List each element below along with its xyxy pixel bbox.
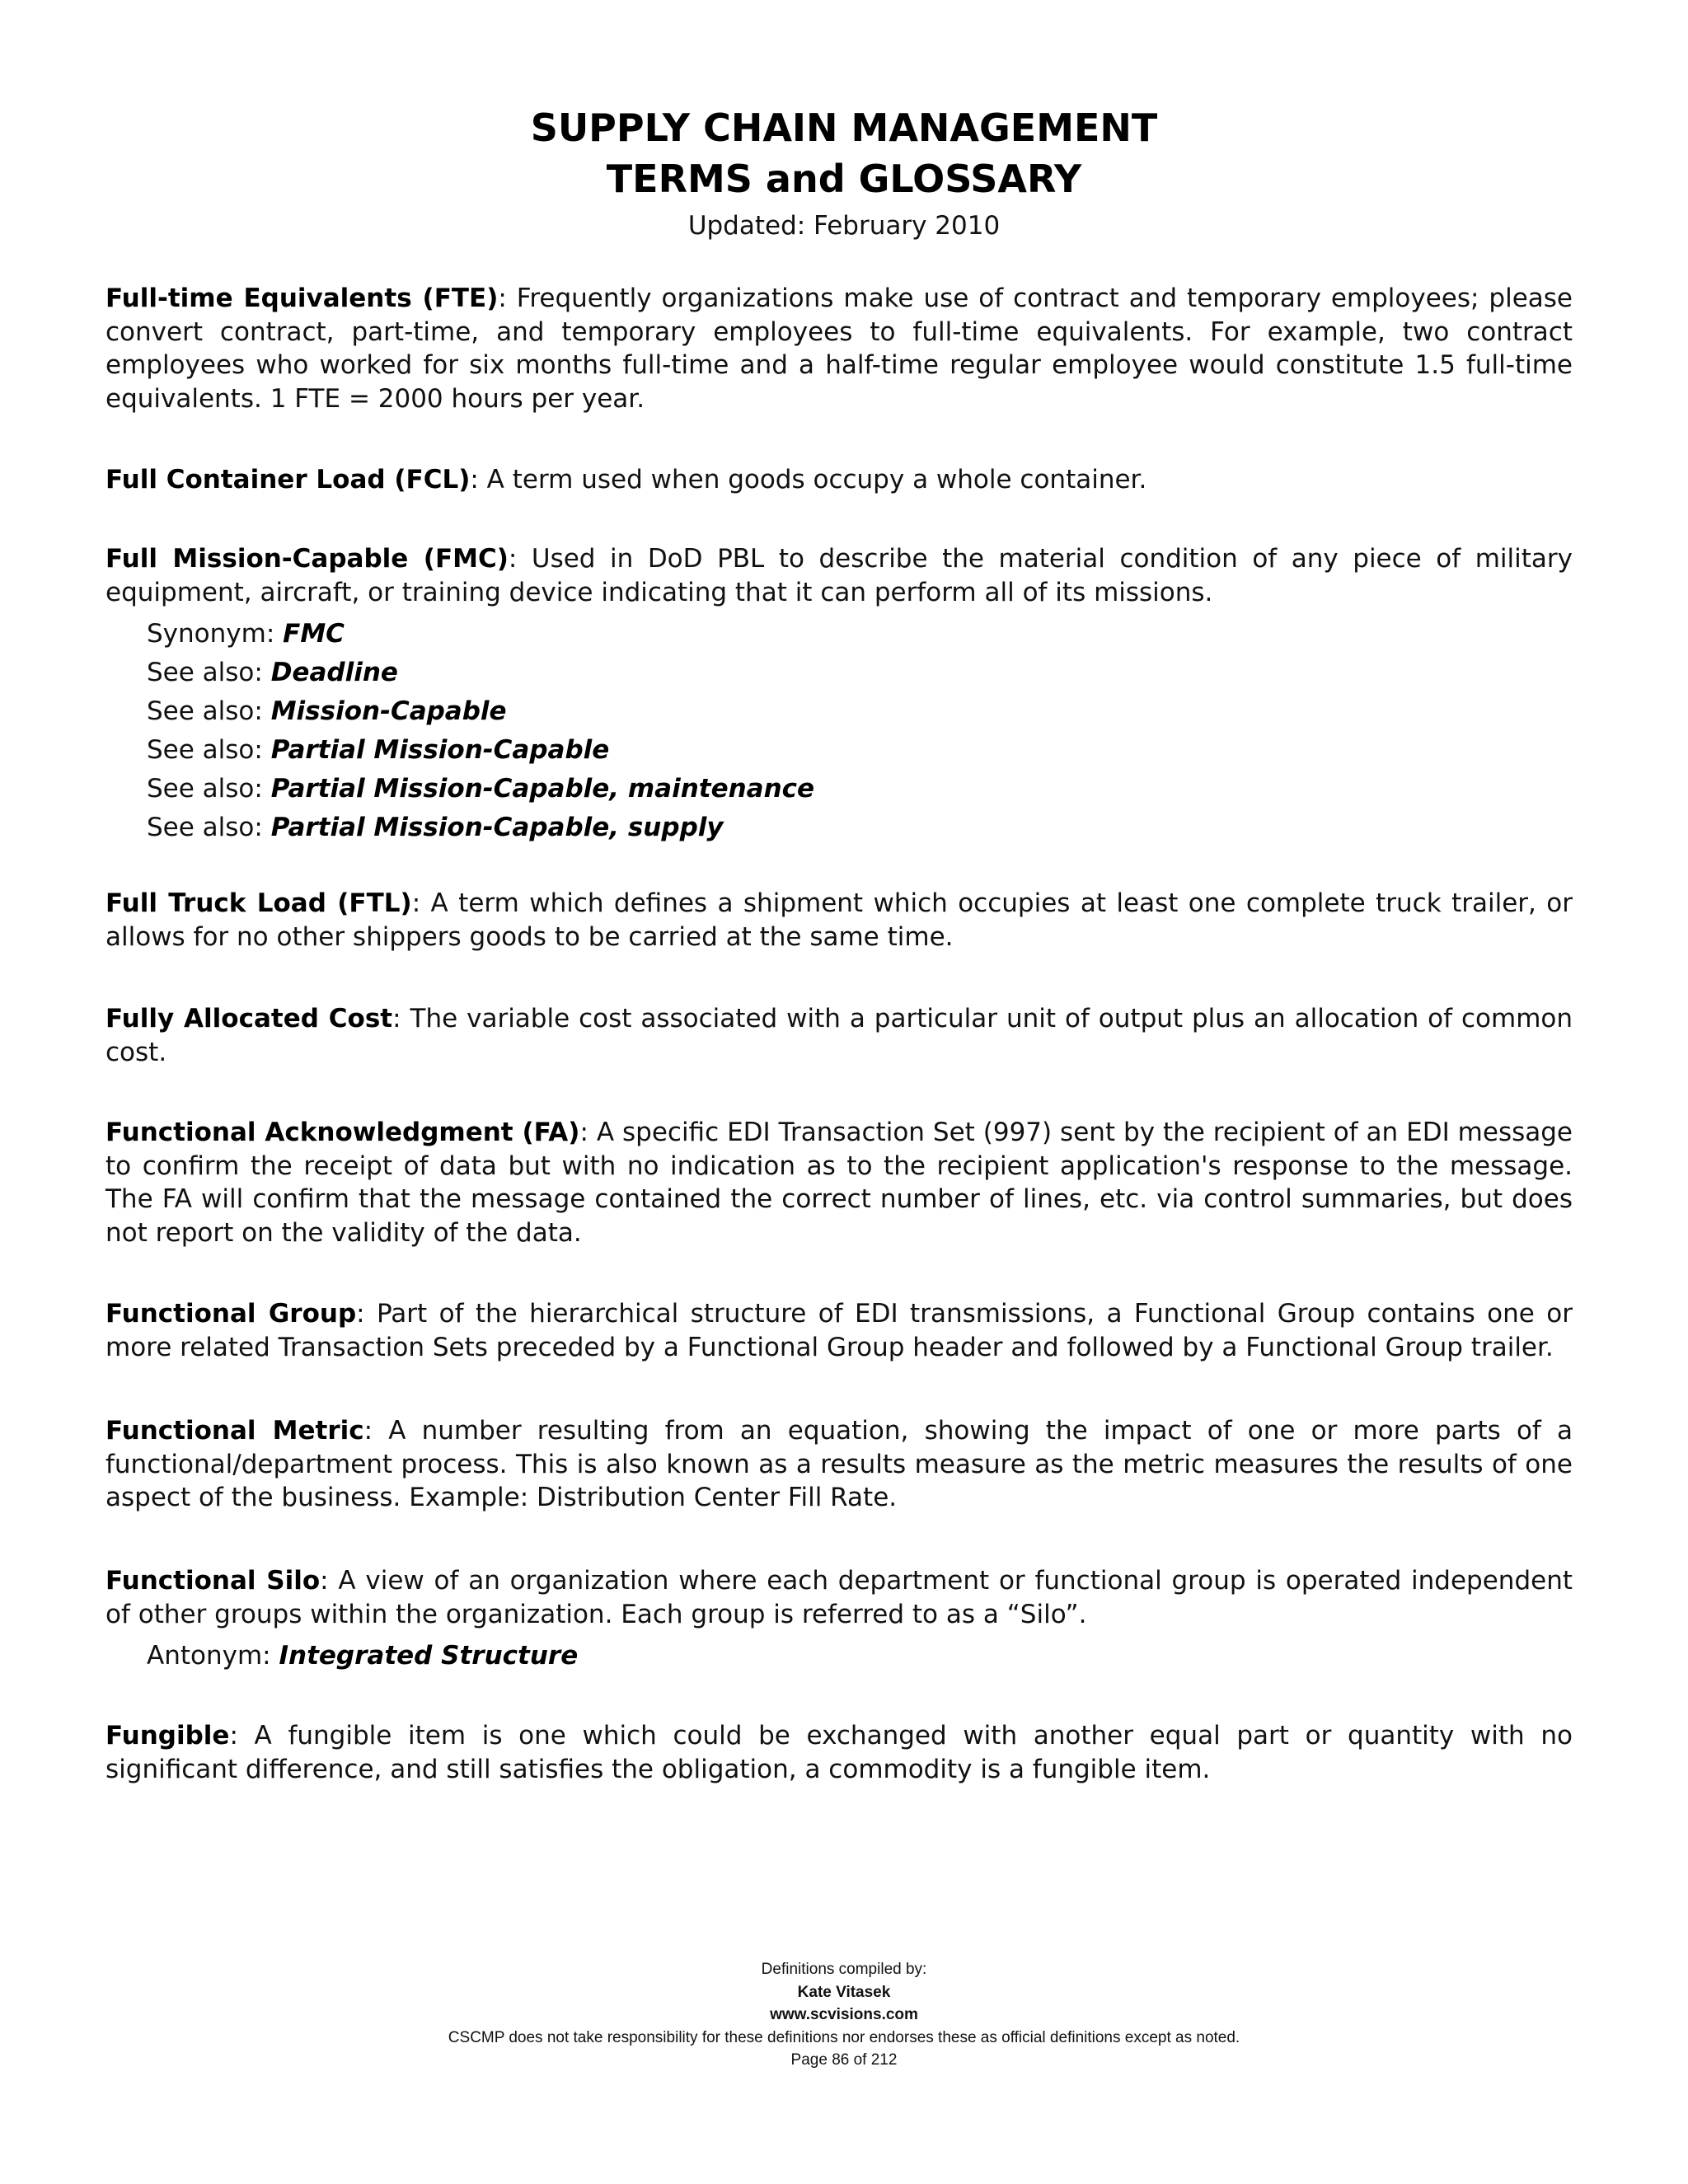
glossary-entry-fungible bbox=[106, 1719, 1573, 1786]
glossary-entry-functional-silo bbox=[106, 1564, 1573, 1675]
glossary-definition: : Frequently organizations make use of contract and temporary employees; please convert contract, part-time, and temporary employees to full-time equivalents. For example, two contract employees who worked for six months full-time and a half-time regular employee would constitute 1.5 full-time equivalents. 1 FTE = 2000 hours per year. bbox=[106, 284, 1573, 414]
page-footer bbox=[0, 1958, 1688, 2072]
ref-link-deadline[interactable]: Deadline bbox=[270, 658, 398, 687]
glossary-entry-fully-allocated-cost bbox=[106, 1002, 1573, 1069]
glossary-definition: : Part of the hierarchical structure of EDI transmissions, a Functional Group contains one or more related Transaction Sets preceded by a Functional Group header and followed by a Functional Group trailer. bbox=[106, 1299, 1573, 1362]
see-also-ref: See also: Partial Mission-Capable bbox=[147, 735, 610, 765]
glossary-entry-ftl bbox=[106, 887, 1573, 954]
glossary-definition: : A specific EDI Transaction Set (997) sent by the recipient of an EDI message to confirm the receipt of data but with no indication as to the recipient application's response to the message. The FA will confirm that the message contained the correct number of lines, etc. via control summaries, but does not report on the validity of the data. bbox=[106, 1118, 1573, 1248]
glossary-entry-fa bbox=[106, 1116, 1573, 1249]
glossary-term: Functional Silo bbox=[106, 1566, 321, 1596]
glossary-entry-functional-group bbox=[106, 1297, 1573, 1364]
glossary-term: Fully Allocated Cost bbox=[106, 1004, 393, 1033]
glossary-entry-functional-metric bbox=[106, 1414, 1573, 1515]
glossary-definition: : A term used when goods occupy a whole container. bbox=[470, 465, 1147, 494]
footer-website: www.scvisions.com bbox=[770, 2006, 918, 2023]
antonym-ref: Antonym: Integrated Structure bbox=[147, 1641, 579, 1671]
ref-link-pmc-maintenance[interactable]: Partial Mission-Capable, maintenance bbox=[270, 774, 815, 804]
ref-link-integrated-structure[interactable]: Integrated Structure bbox=[279, 1641, 579, 1671]
ref-link-mission-capable[interactable]: Mission-Capable bbox=[270, 696, 507, 726]
ref-link-pmc-supply[interactable]: Partial Mission-Capable, supply bbox=[270, 813, 724, 842]
glossary-term: Full Container Load (FCL) bbox=[106, 465, 471, 494]
see-also-ref: See also: Mission-Capable bbox=[147, 696, 507, 726]
glossary-term: Functional Metric bbox=[106, 1416, 364, 1446]
glossary-definition: : A number resulting from an equation, showing the impact of one or more parts of a functional/department process. This is also known as a results measure as the metric measures the results of one aspect of the business. Example: Distribution Center Fill Rate. bbox=[106, 1416, 1573, 1512]
page-header bbox=[0, 102, 1688, 246]
synonym-ref: Synonym: FMC bbox=[147, 619, 345, 649]
glossary-term: Fungible bbox=[106, 1721, 230, 1750]
see-also-ref: See also: Partial Mission-Capable, maintenance bbox=[147, 774, 815, 804]
see-also-ref: See also: Partial Mission-Capable, supply bbox=[147, 813, 724, 842]
glossary-entry-fmc bbox=[106, 542, 1573, 847]
cross-references bbox=[106, 1637, 1573, 1675]
title-line-1: SUPPLY CHAIN MANAGEMENT bbox=[530, 105, 1158, 150]
glossary-definition: : A view of an organization where each department or functional group is operated independent of other groups within the organization. Each group is referred to as a “Silo”. bbox=[106, 1566, 1573, 1629]
glossary-term: Functional Group bbox=[106, 1299, 357, 1329]
glossary-definition: : A term which defines a shipment which occupies at least one complete truck trailer, or allows for no other shippers goods to be carried at the same time. bbox=[106, 888, 1573, 952]
glossary-term: Full-time Equivalents (FTE) bbox=[106, 284, 499, 313]
glossary-definition: : The variable cost associated with a particular unit of output plus an allocation of common cost. bbox=[106, 1004, 1573, 1067]
glossary-term: Full Truck Load (FTL) bbox=[106, 888, 412, 918]
footer-compiled-by: Definitions compiled by: bbox=[761, 1961, 927, 1978]
glossary-entry-fcl bbox=[106, 463, 1573, 497]
glossary-entry-fte bbox=[106, 282, 1573, 415]
glossary-term: Functional Acknowledgment (FA) bbox=[106, 1118, 580, 1147]
glossary-definition: : Used in DoD PBL to describe the material condition of any piece of military equipment, aircraft, or training device indicating that it can perform all of its missions. bbox=[106, 544, 1573, 607]
glossary-definition: : A fungible item is one which could be exchanged with another equal part or quantity with no significant difference, and still satisfies the obligation, a commodity is a fungible item. bbox=[106, 1721, 1573, 1784]
ref-link-partial-mission-capable[interactable]: Partial Mission-Capable bbox=[270, 735, 610, 765]
updated-date: Updated: February 2010 bbox=[687, 211, 1001, 241]
footer-author: Kate Vitasek bbox=[797, 1983, 891, 2001]
see-also-ref: See also: Deadline bbox=[147, 658, 398, 687]
footer-page-number: Page 86 of 212 bbox=[790, 2051, 898, 2069]
cross-references bbox=[106, 615, 1573, 847]
title-line-2: TERMS and GLOSSARY bbox=[606, 157, 1082, 201]
ref-link-fmc[interactable]: FMC bbox=[283, 619, 345, 649]
glossary-term: Full Mission-Capable (FMC) bbox=[106, 544, 509, 574]
footer-disclaimer: CSCMP does not take responsibility for these definitions nor endorses these as official definitions except as noted. bbox=[448, 2028, 1240, 2046]
